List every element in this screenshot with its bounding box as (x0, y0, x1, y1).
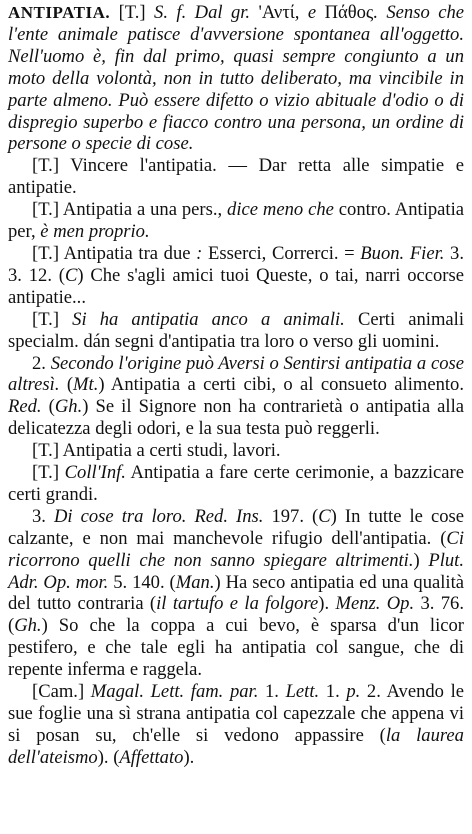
subentry-tag: [T.] (32, 440, 60, 462)
subentry-tag: [T.] (32, 308, 60, 330)
subentry-tag: [Cam.] (32, 681, 85, 703)
subentry-antipatia-tra-due: [T.] Antipatia tra due : Esserci, Correrci. = Buon. Fier. 3. 3. 12. (C) Che s'agli amici tuoi Queste, o tai, narri occorse antipatie... (8, 242, 464, 308)
section-number: 2. (32, 352, 46, 374)
section-number: 3. (32, 505, 46, 527)
subentry-tag: [T.] (32, 199, 60, 221)
citation: Plut. Adr. Op. mor. (8, 549, 464, 593)
subentry-tag: [T.] (32, 242, 60, 264)
citation: Magal. Lett. fam. par. (90, 681, 259, 703)
entry-definition: ANTIPATIA. [T.] S. f. Dal gr. 'Αντί, e Πάθος. Senso che l'ente animale patisce d'avversione spontanea all'oggetto. Nell'uomo è, fin dal primo, quasi sempre congiunto a un moto della volontà, non in tutto deliberato, ma vincibile in parte almeno. Può essere difetto o vizio abituale d'odio o di dispregio superbo e fiacco contro una persona, un ordine di persone o specie di cose. (8, 2, 464, 155)
citation: Menz. Op. (335, 593, 415, 615)
subentry-magalotti: [Cam.] Magal. Lett. fam. par. 1. Lett. 1. p. 2. Avendo le sue foglie una sì strana antipatia col capezzale che appena vi si posan su, ch'elle si vedono appassire (la laurea dell'ateismo). (Affettato). (8, 681, 465, 768)
citation: Buon. Fier. (360, 242, 445, 264)
subentry-coll-inf: [T.] Coll'Inf. Antipatia a fare certe cerimonie, a bazzicare certi grandi. (8, 462, 464, 505)
greek-word-2: Πάθος (324, 2, 374, 23)
def-body: . Senso che l'ente animale patisce d'avversione spontanea all'oggetto. Nell'uomo è, fin dal primo, quasi sempre congiunto a un moto della volontà, non in tutto deliberato, ma vincibile in parte almeno. Può essere difetto o vizio abituale d'odio o di dispregio superbo e fiacco contro una persona, un ordine di persone o specie di cose. (8, 2, 464, 155)
subentry-tag: [T.] (32, 462, 60, 484)
section-2: 2. Secondo l'origine può Aversi o Sentirsi antipatia a cose altresì. (Mt.) Antipatia a certi cibi, o al consueto alimento. Red. (Gh.) Se il Signore non ha contrarietà o antipatia alla delicatezza degli odori, e la sua testa può reggerli. (8, 352, 465, 440)
headword: ANTIPATIA. (8, 3, 111, 22)
greek-word-1: 'Αντί (258, 2, 295, 23)
citation: Red. (8, 396, 42, 418)
section-3: 3. Di cose tra loro. Red. Ins. 197. (C) In tutte le cose calzante, e non mai manchevole rifugio dell'antipatia. (Ci ricorrono quelli che non sanno spiegare altrimenti.) Plut. Adr. Op. mor. 5. 140. (Man.) Ha seco antipatia ed una qualità del tutto contraria (il tartufo e la folgore). Menz. Op. 3. 76. (Gh.) So che la coppa a cui bevo, è sparsa d'un licor pestifero, e che tale egli ha antipatia col sangue, che di repente inferma e raggela. (8, 505, 465, 681)
subentry-animali: [T.] Si ha antipatia anco a animali. Certi animali specialm. dán segni d'antipatia tra loro o verso gli uomini. (8, 308, 464, 352)
subentry-tag: [T.] (32, 155, 60, 177)
subentry-antipatia-a: [T.] Antipatia a una pers., dice meno che contro. Antipatia per, è men proprio. (8, 199, 464, 243)
def-tag: [T.] (118, 2, 146, 23)
subentry-vincere: [T.] Vincere l'antipatia. — Dar retta alle simpatie e antipatie. (8, 155, 464, 199)
subentry-studi: [T.] Antipatia a certi studi, lavori. (32, 440, 281, 462)
def-intro: S. f. Dal gr. (154, 2, 259, 23)
